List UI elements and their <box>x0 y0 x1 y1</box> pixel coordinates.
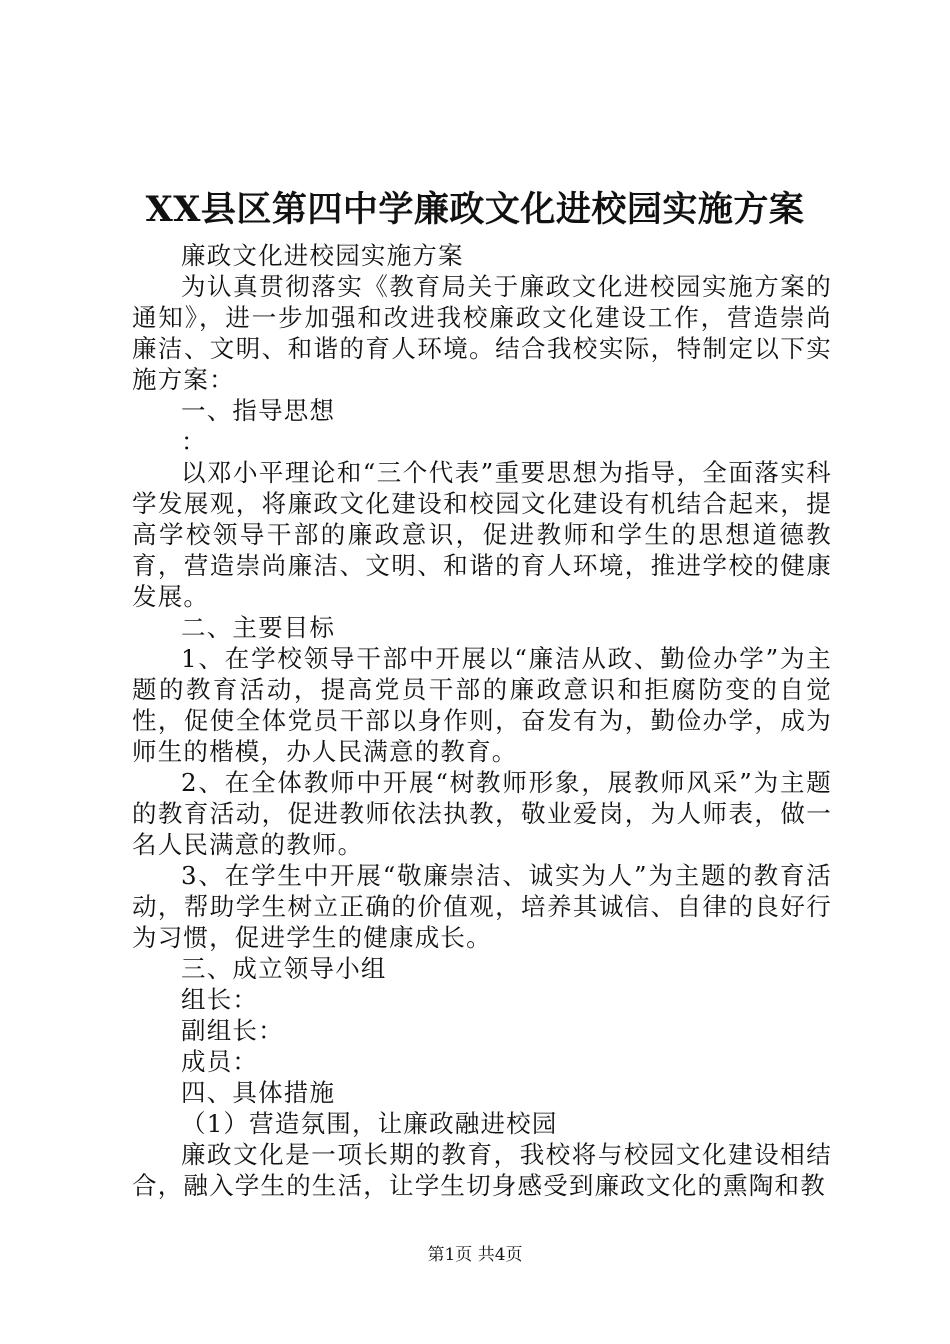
section-heading-main-goals: 二、主要目标 <box>181 613 336 642</box>
body-line-members: 成员： <box>181 1047 259 1076</box>
section-heading-guiding-ideology: 一、指导思想 <box>181 396 336 425</box>
subsection-heading-atmosphere: （1）营造氛围，让廉政融进校园 <box>181 1109 558 1138</box>
body-paragraph-goal-1: 1、在学校领导干部中开展以“廉洁从政、勤俭办学”为主题的教育活动，提高党员干部的廉政意识和拒腐防变的自觉性，促使全体党员干部以身作则，奋发有为，勤俭办学，成为师生的楷模，办人民满意的教育。 <box>132 644 832 766</box>
section-heading-measures: 四、具体措施 <box>181 1078 336 1107</box>
body-paragraph-subtitle: 廉政文化进校园实施方案 <box>181 241 464 270</box>
page-footer: 第1页 共4页 <box>427 1245 523 1265</box>
body-paragraph-ideology: 以邓小平理论和“三个代表”重要思想为指导，全面落实科学发展观，将廉政文化建设和校园文化建设有机结合起来，提高学校领导干部的廉政意识，促进教师和学生的思想道德教育，营造崇尚廉洁、文明、和谐的育人环境，推进学校的健康发展。 <box>132 458 832 611</box>
document-title: XX县区第四中学廉政文化进校园实施方案 <box>145 189 805 230</box>
body-paragraph-atmosphere: 廉政文化是一项长期的教育，我校将与校园文化建设相结合，融入学生的生活，让学生切身感受到廉政文化的熏陶和教 <box>132 1140 832 1200</box>
body-line-deputy-leader: 副组长： <box>181 1016 284 1045</box>
section-heading-leadership-group: 三、成立领导小组 <box>181 954 387 983</box>
body-paragraph-intro: 为认真贯彻落实《教育局关于廉政文化进校园实施方案的通知》，进一步加强和改进我校廉政文化建设工作，营造崇尚廉洁、文明、和谐的育人环境。结合我校实际，特制定以下实施方案： <box>132 272 832 394</box>
body-paragraph-goal-2: 2、在全体教师中开展“树教师形象，展教师风采”为主题的教育活动，促进教师依法执教，敬业爱岗，为人师表，做一名人民满意的教师。 <box>132 768 832 859</box>
body-line-leader: 组长： <box>181 985 259 1014</box>
body-paragraph-goal-3: 3、在学生中开展“敬廉崇洁、诚实为人”为主题的教育活动，帮助学生树立正确的价值观，培养其诚信、自律的良好行为习惯，促进学生的健康成长。 <box>132 861 832 952</box>
body-paragraph-colon: ： <box>181 427 207 456</box>
document-body <box>132 240 832 1201</box>
